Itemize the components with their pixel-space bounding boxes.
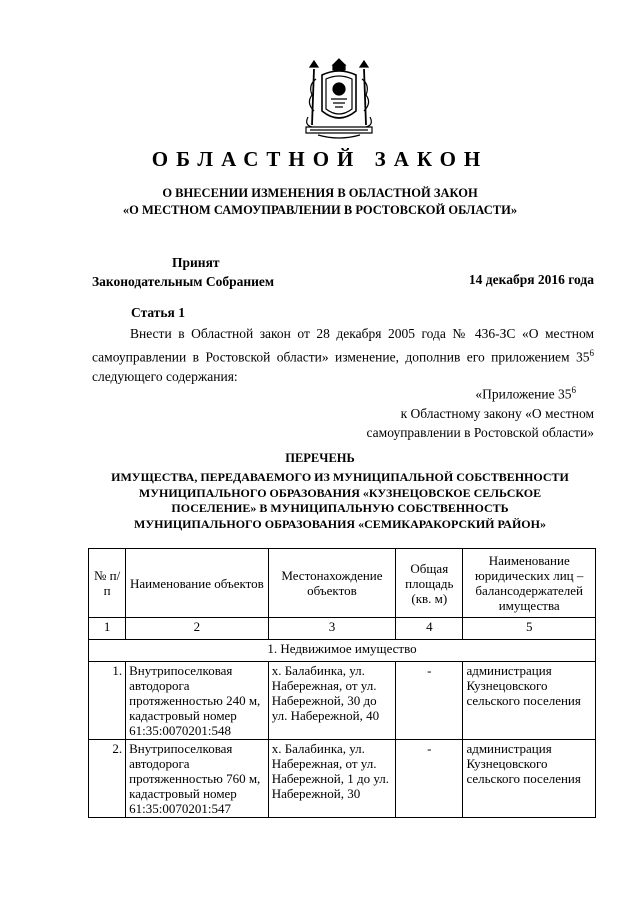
superscript: 6 — [589, 347, 594, 358]
adoption-date: 14 декабря 2016 года — [468, 272, 594, 287]
document-subtitle — [0, 185, 640, 219]
object-location-cell: х. Балабинка, ул. Набережная, от ул. Набережной, 30 до ул. Набережной, 40 — [268, 662, 396, 740]
annex-line: самоуправлении в Ростовской области» — [366, 424, 594, 440]
annex-title: «Приложение 35 — [475, 386, 572, 402]
column-number-cell: 4 — [396, 618, 463, 640]
list-subheading-line: ИМУЩЕСТВА, ПЕРЕДАВАЕМОГО ИЗ МУНИЦИПАЛЬНОЙ СОБСТВЕННОСТИ — [111, 470, 569, 484]
table-row — [89, 740, 596, 818]
article-heading: Статья 1 — [131, 305, 185, 320]
table-header-cell: Наименование юридических лиц – балансодержателей имущества — [463, 549, 596, 618]
object-name-cell: Внутрипоселковая автодорога протяженностью 760 м, кадастровый номер 61:35:0070201:547 — [126, 740, 269, 818]
adoption-block — [92, 253, 274, 291]
adoption-line: Принят — [172, 255, 220, 270]
column-number-cell: 5 — [463, 618, 596, 640]
annex-line: к Областному закону «О местном — [400, 405, 594, 421]
list-subheading-line: ПОСЕЛЕНИЕ» В МУНИЦИПАЛЬНУЮ СОБСТВЕННОСТЬ — [171, 501, 509, 515]
annex-line — [340, 381, 594, 404]
superscript: 6 — [571, 385, 576, 395]
object-area-cell: - — [396, 662, 463, 740]
balance-holder-cell: администрация Кузнецовского сельского поселения — [463, 662, 596, 740]
table-column-numbers-row — [89, 618, 596, 640]
table-header-cell: Наименование объектов — [126, 549, 269, 618]
object-area-cell: - — [396, 740, 463, 818]
subtitle-line: «О МЕСТНОМ САМОУПРАВЛЕНИИ В РОСТОВСКОЙ ОБЛАСТИ» — [122, 203, 518, 217]
row-number-cell: 2. — [89, 740, 126, 818]
row-number-cell: 1. — [89, 662, 126, 740]
table-header-cell: Местонахождение объектов — [268, 549, 396, 618]
list-subheading-line: МУНИЦИПАЛЬНОГО ОБРАЗОВАНИЯ «СЕМИКАРАКОРСКИЙ РАЙОН» — [134, 516, 546, 531]
list-subheading — [60, 470, 620, 532]
article-text-part: Внести в Областной закон от 28 декабря 2005 года № 436-ЗС «О местном самоуправлении в Ростовской области» изменение, дополнив его приложением 35 — [92, 326, 594, 364]
table-row — [89, 662, 596, 740]
property-table — [88, 548, 596, 818]
object-location-cell: х. Балабинка, ул. Набережная, от ул. Набережной, 1 до ул. Набережной, 30 — [268, 740, 396, 818]
table-header-cell: № п/п — [89, 549, 126, 618]
subtitle-line: О ВНЕСЕНИИ ИЗМЕНЕНИЯ В ОБЛАСТНОЙ ЗАКОН — [162, 186, 478, 200]
table-section-row — [89, 640, 596, 662]
object-name-cell: Внутрипоселковая автодорога протяженностью 240 м, кадастровый номер 61:35:0070201:548 — [126, 662, 269, 740]
document-title: ОБЛАСТНОЙ ЗАКОН — [151, 147, 489, 171]
column-number-cell: 1 — [89, 618, 126, 640]
article-text-part: следующего содержания: — [92, 368, 238, 384]
table-header-cell: Общая площадь (кв. м) — [396, 549, 463, 618]
section-title-cell: 1. Недвижимое имущество — [89, 640, 596, 662]
column-number-cell: 3 — [268, 618, 396, 640]
adoption-line: Законодательным Собранием — [92, 274, 275, 289]
article-text — [92, 324, 594, 386]
coat-of-arms-emblem — [300, 55, 378, 141]
list-heading: ПЕРЕЧЕНЬ — [285, 451, 355, 465]
table-header-row — [89, 549, 596, 618]
column-number-cell: 2 — [126, 618, 269, 640]
list-subheading-line: МУНИЦИПАЛЬНОГО ОБРАЗОВАНИЯ «КУЗНЕЦОВСКОЕ СЕЛЬСКОЕ — [138, 485, 542, 500]
annex-block — [340, 381, 594, 442]
balance-holder-cell: администрация Кузнецовского сельского поселения — [463, 740, 596, 818]
